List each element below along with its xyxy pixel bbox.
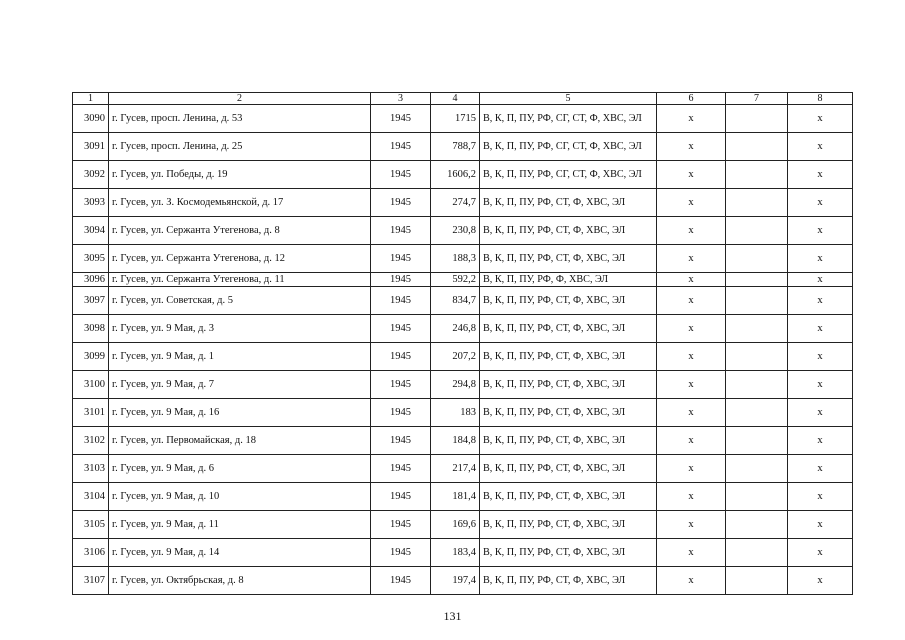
address-cell: г. Гусев, ул. Сержанта Утегенова, д. 12 xyxy=(109,245,371,273)
address-cell: г. Гусев, ул. Сержанта Утегенова, д. 8 xyxy=(109,217,371,245)
column-6-cell: x xyxy=(657,539,726,567)
systems-cell: В, К, П, ПУ, РФ, СТ, Ф, ХВС, ЭЛ xyxy=(480,287,657,315)
systems-cell: В, К, П, ПУ, РФ, СТ, Ф, ХВС, ЭЛ xyxy=(480,189,657,217)
table-row xyxy=(73,371,853,399)
column-8-cell: x xyxy=(788,315,853,343)
area-cell: 181,4 xyxy=(431,483,480,511)
area-cell: 1606,2 xyxy=(431,161,480,189)
area-cell: 207,2 xyxy=(431,343,480,371)
row-number-cell: 3105 xyxy=(73,511,109,539)
column-6-cell: x xyxy=(657,245,726,273)
area-cell: 183,4 xyxy=(431,539,480,567)
address-cell: г. Гусев, ул. З. Космодемьянской, д. 17 xyxy=(109,189,371,217)
area-cell: 188,3 xyxy=(431,245,480,273)
column-8-cell: x xyxy=(788,133,853,161)
row-number-cell: 3092 xyxy=(73,161,109,189)
area-cell: 169,6 xyxy=(431,511,480,539)
column-6-cell: x xyxy=(657,315,726,343)
column-8-cell: x xyxy=(788,539,853,567)
area-cell: 197,4 xyxy=(431,567,480,595)
systems-cell: В, К, П, ПУ, РФ, СТ, Ф, ХВС, ЭЛ xyxy=(480,427,657,455)
year-cell: 1945 xyxy=(371,105,431,133)
systems-cell: В, К, П, ПУ, РФ, СГ, СТ, Ф, ХВС, ЭЛ xyxy=(480,105,657,133)
address-cell: г. Гусев, ул. 9 Мая, д. 16 xyxy=(109,399,371,427)
column-7-cell xyxy=(726,511,788,539)
systems-cell: В, К, П, ПУ, РФ, СГ, СТ, Ф, ХВС, ЭЛ xyxy=(480,133,657,161)
column-8-cell: x xyxy=(788,161,853,189)
year-cell: 1945 xyxy=(371,455,431,483)
column-6-cell: x xyxy=(657,427,726,455)
column-8-cell: x xyxy=(788,567,853,595)
year-cell: 1945 xyxy=(371,273,431,287)
area-cell: 274,7 xyxy=(431,189,480,217)
year-cell: 1945 xyxy=(371,427,431,455)
area-cell: 834,7 xyxy=(431,287,480,315)
column-6-cell: x xyxy=(657,217,726,245)
address-cell: г. Гусев, ул. 9 Мая, д. 10 xyxy=(109,483,371,511)
table-row xyxy=(73,455,853,483)
housing-registry-table xyxy=(72,92,853,595)
column-8-cell: x xyxy=(788,287,853,315)
column-7-cell xyxy=(726,567,788,595)
column-6-cell: x xyxy=(657,189,726,217)
column-7-cell xyxy=(726,217,788,245)
header-cell: 2 xyxy=(109,93,371,105)
column-6-cell: x xyxy=(657,371,726,399)
area-cell: 184,8 xyxy=(431,427,480,455)
header-cell: 8 xyxy=(788,93,853,105)
column-7-cell xyxy=(726,245,788,273)
address-cell: г. Гусев, просп. Ленина, д. 25 xyxy=(109,133,371,161)
systems-cell: В, К, П, ПУ, РФ, СТ, Ф, ХВС, ЭЛ xyxy=(480,217,657,245)
systems-cell: В, К, П, ПУ, РФ, СТ, Ф, ХВС, ЭЛ xyxy=(480,567,657,595)
address-cell: г. Гусев, ул. Советская, д. 5 xyxy=(109,287,371,315)
year-cell: 1945 xyxy=(371,245,431,273)
column-7-cell xyxy=(726,105,788,133)
column-8-cell: x xyxy=(788,399,853,427)
row-number-cell: 3100 xyxy=(73,371,109,399)
systems-cell: В, К, П, ПУ, РФ, Ф, ХВС, ЭЛ xyxy=(480,273,657,287)
column-7-cell xyxy=(726,371,788,399)
systems-cell: В, К, П, ПУ, РФ, СТ, Ф, ХВС, ЭЛ xyxy=(480,343,657,371)
column-7-cell xyxy=(726,273,788,287)
row-number-cell: 3103 xyxy=(73,455,109,483)
address-cell: г. Гусев, ул. Первомайская, д. 18 xyxy=(109,427,371,455)
row-number-cell: 3096 xyxy=(73,273,109,287)
table-row xyxy=(73,315,853,343)
header-cell: 5 xyxy=(480,93,657,105)
column-7-cell xyxy=(726,399,788,427)
row-number-cell: 3099 xyxy=(73,343,109,371)
column-7-cell xyxy=(726,539,788,567)
column-6-cell: x xyxy=(657,511,726,539)
row-number-cell: 3104 xyxy=(73,483,109,511)
table-row xyxy=(73,133,853,161)
area-cell: 230,8 xyxy=(431,217,480,245)
table-row xyxy=(73,567,853,595)
column-8-cell: x xyxy=(788,189,853,217)
table-row xyxy=(73,189,853,217)
year-cell: 1945 xyxy=(371,133,431,161)
year-cell: 1945 xyxy=(371,161,431,189)
area-cell: 246,8 xyxy=(431,315,480,343)
column-6-cell: x xyxy=(657,483,726,511)
column-8-cell: x xyxy=(788,105,853,133)
column-7-cell xyxy=(726,315,788,343)
column-8-cell: x xyxy=(788,371,853,399)
row-number-cell: 3097 xyxy=(73,287,109,315)
year-cell: 1945 xyxy=(371,399,431,427)
row-number-cell: 3091 xyxy=(73,133,109,161)
year-cell: 1945 xyxy=(371,539,431,567)
systems-cell: В, К, П, ПУ, РФ, СГ, СТ, Ф, ХВС, ЭЛ xyxy=(480,161,657,189)
column-8-cell: x xyxy=(788,273,853,287)
address-cell: г. Гусев, просп. Ленина, д. 53 xyxy=(109,105,371,133)
column-7-cell xyxy=(726,427,788,455)
header-cell: 6 xyxy=(657,93,726,105)
table-row xyxy=(73,161,853,189)
table-row xyxy=(73,343,853,371)
table-row xyxy=(73,105,853,133)
row-number-cell: 3094 xyxy=(73,217,109,245)
column-6-cell: x xyxy=(657,161,726,189)
page-number: 131 xyxy=(443,609,462,623)
column-6-cell: x xyxy=(657,105,726,133)
year-cell: 1945 xyxy=(371,371,431,399)
address-cell: г. Гусев, ул. 9 Мая, д. 7 xyxy=(109,371,371,399)
systems-cell: В, К, П, ПУ, РФ, СТ, Ф, ХВС, ЭЛ xyxy=(480,371,657,399)
header-cell: 7 xyxy=(726,93,788,105)
area-cell: 183 xyxy=(431,399,480,427)
column-8-cell: x xyxy=(788,245,853,273)
year-cell: 1945 xyxy=(371,287,431,315)
row-number-cell: 3107 xyxy=(73,567,109,595)
systems-cell: В, К, П, ПУ, РФ, СТ, Ф, ХВС, ЭЛ xyxy=(480,245,657,273)
year-cell: 1945 xyxy=(371,483,431,511)
address-cell: г. Гусев, ул. 9 Мая, д. 6 xyxy=(109,455,371,483)
row-number-cell: 3090 xyxy=(73,105,109,133)
row-number-cell: 3102 xyxy=(73,427,109,455)
column-8-cell: x xyxy=(788,455,853,483)
column-8-cell: x xyxy=(788,343,853,371)
address-cell: г. Гусев, ул. 9 Мая, д. 1 xyxy=(109,343,371,371)
year-cell: 1945 xyxy=(371,511,431,539)
header-cell: 3 xyxy=(371,93,431,105)
table-row xyxy=(73,427,853,455)
year-cell: 1945 xyxy=(371,567,431,595)
column-6-cell: x xyxy=(657,273,726,287)
column-number-header-row xyxy=(73,93,853,105)
systems-cell: В, К, П, ПУ, РФ, СТ, Ф, ХВС, ЭЛ xyxy=(480,399,657,427)
column-6-cell: x xyxy=(657,343,726,371)
address-cell: г. Гусев, ул. 9 Мая, д. 14 xyxy=(109,539,371,567)
year-cell: 1945 xyxy=(371,189,431,217)
table-row xyxy=(73,287,853,315)
area-cell: 788,7 xyxy=(431,133,480,161)
area-cell: 217,4 xyxy=(431,455,480,483)
table-row xyxy=(73,511,853,539)
table-row xyxy=(73,399,853,427)
systems-cell: В, К, П, ПУ, РФ, СТ, Ф, ХВС, ЭЛ xyxy=(480,315,657,343)
table-row xyxy=(73,217,853,245)
address-cell: г. Гусев, ул. Октябрьская, д. 8 xyxy=(109,567,371,595)
column-6-cell: x xyxy=(657,399,726,427)
column-7-cell xyxy=(726,287,788,315)
column-6-cell: x xyxy=(657,133,726,161)
table-row xyxy=(73,245,853,273)
area-cell: 294,8 xyxy=(431,371,480,399)
column-7-cell xyxy=(726,483,788,511)
column-8-cell: x xyxy=(788,511,853,539)
systems-cell: В, К, П, ПУ, РФ, СТ, Ф, ХВС, ЭЛ xyxy=(480,483,657,511)
column-7-cell xyxy=(726,133,788,161)
column-8-cell: x xyxy=(788,483,853,511)
column-8-cell: x xyxy=(788,427,853,455)
year-cell: 1945 xyxy=(371,343,431,371)
table-row xyxy=(73,539,853,567)
row-number-cell: 3098 xyxy=(73,315,109,343)
table-row xyxy=(73,273,853,287)
header-cell: 4 xyxy=(431,93,480,105)
row-number-cell: 3093 xyxy=(73,189,109,217)
column-6-cell: x xyxy=(657,567,726,595)
row-number-cell: 3101 xyxy=(73,399,109,427)
systems-cell: В, К, П, ПУ, РФ, СТ, Ф, ХВС, ЭЛ xyxy=(480,539,657,567)
systems-cell: В, К, П, ПУ, РФ, СТ, Ф, ХВС, ЭЛ xyxy=(480,455,657,483)
column-6-cell: x xyxy=(657,455,726,483)
row-number-cell: 3106 xyxy=(73,539,109,567)
column-8-cell: x xyxy=(788,217,853,245)
header-cell: 1 xyxy=(73,93,109,105)
year-cell: 1945 xyxy=(371,217,431,245)
column-7-cell xyxy=(726,161,788,189)
address-cell: г. Гусев, ул. 9 Мая, д. 3 xyxy=(109,315,371,343)
table-row xyxy=(73,483,853,511)
address-cell: г. Гусев, ул. Победы, д. 19 xyxy=(109,161,371,189)
column-7-cell xyxy=(726,343,788,371)
address-cell: г. Гусев, ул. Сержанта Утегенова, д. 11 xyxy=(109,273,371,287)
column-7-cell xyxy=(726,455,788,483)
column-6-cell: x xyxy=(657,287,726,315)
area-cell: 592,2 xyxy=(431,273,480,287)
area-cell: 1715 xyxy=(431,105,480,133)
systems-cell: В, К, П, ПУ, РФ, СТ, Ф, ХВС, ЭЛ xyxy=(480,511,657,539)
year-cell: 1945 xyxy=(371,315,431,343)
row-number-cell: 3095 xyxy=(73,245,109,273)
column-7-cell xyxy=(726,189,788,217)
address-cell: г. Гусев, ул. 9 Мая, д. 11 xyxy=(109,511,371,539)
